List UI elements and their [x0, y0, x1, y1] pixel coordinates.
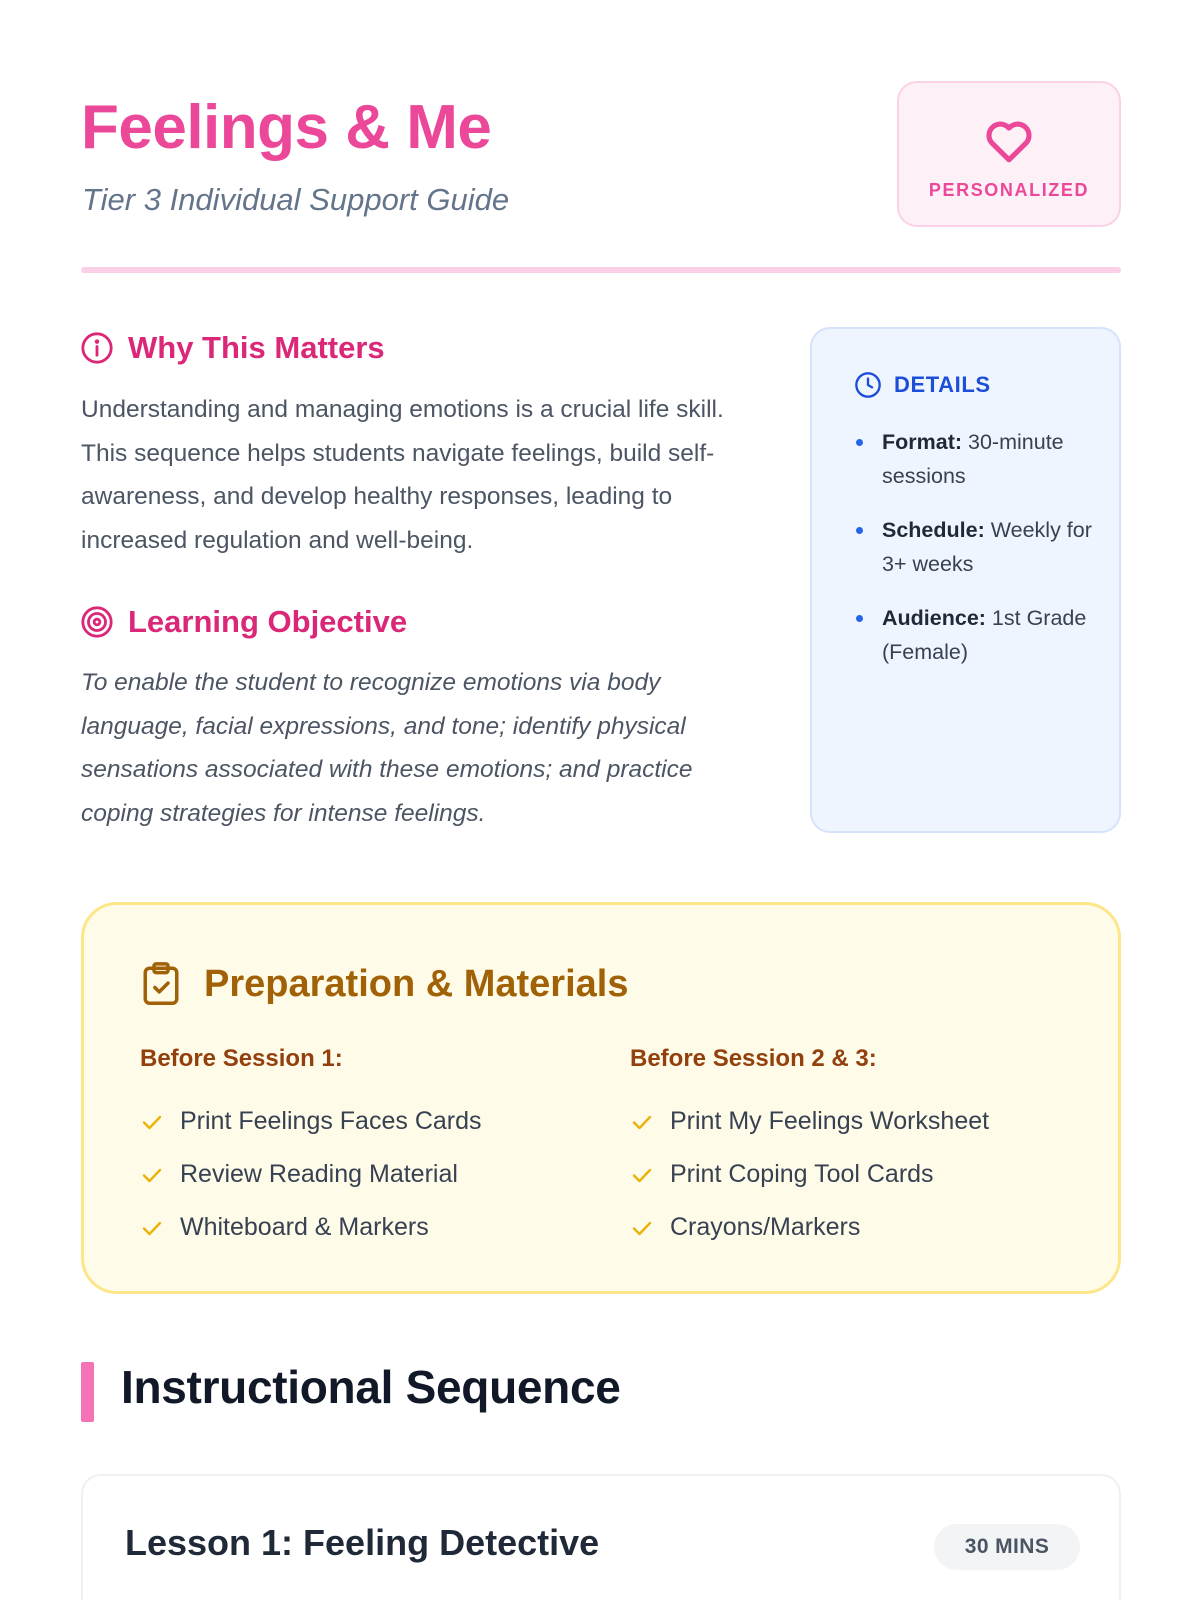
preparation-heading — [140, 961, 628, 1007]
details-list — [854, 425, 1099, 669]
objective-heading-text: Learning Objective — [128, 604, 408, 639]
objective-body: To enable the student to recognize emotions via body language, facial expressions, and tone; identify physical sensations associated with these emotions; and practice coping strategies for intense feelings. — [81, 669, 693, 827]
details-label: Format: — [882, 430, 963, 454]
details-item-schedule — [854, 513, 1099, 581]
checklist-item — [630, 1201, 1080, 1254]
prep-column-heading: Before Session 2 & 3: — [630, 1045, 877, 1072]
section-accent-bar — [81, 1362, 94, 1422]
check-icon — [140, 1163, 164, 1187]
details-value: 1st Grade (Female) — [882, 606, 1087, 664]
lesson-title: Lesson 1: Feeling Detective — [125, 1522, 600, 1563]
check-icon — [630, 1110, 654, 1134]
info-icon — [80, 331, 114, 365]
check-icon — [140, 1216, 164, 1240]
details-label: Audience: — [882, 606, 986, 630]
checklist-item — [140, 1148, 590, 1201]
objective-heading — [80, 604, 407, 640]
checklist-item-label: Print Coping Tool Cards — [670, 1160, 934, 1188]
check-icon — [140, 1110, 164, 1134]
checklist-item — [630, 1148, 1080, 1201]
checklist-item-label: Whiteboard & Markers — [180, 1213, 429, 1241]
details-card — [810, 327, 1121, 833]
prep-checklist — [630, 1095, 1080, 1254]
checklist-item-label: Print My Feelings Worksheet — [670, 1107, 990, 1135]
checklist-item-label: Crayons/Markers — [670, 1213, 861, 1241]
checklist-item-label: Review Reading Material — [180, 1160, 458, 1188]
details-item-audience — [854, 601, 1099, 669]
page-subtitle: Tier 3 Individual Support Guide — [82, 182, 510, 217]
checklist-item — [630, 1095, 1080, 1148]
duration-badge: 30 MINS — [934, 1524, 1080, 1570]
details-label: Schedule: — [882, 518, 985, 542]
prep-column-session-1 — [140, 1045, 590, 1254]
sequence-heading: Instructional Sequence — [121, 1361, 621, 1413]
clipboard-check-icon — [140, 961, 182, 1007]
prep-column-heading: Before Session 1: — [140, 1045, 343, 1072]
checklist-item — [140, 1201, 590, 1254]
details-item-format — [854, 425, 1099, 493]
details-heading-text: DETAILS — [894, 372, 991, 397]
lesson-card — [81, 1474, 1121, 1600]
preparation-card — [81, 902, 1121, 1294]
why-heading — [80, 330, 385, 366]
prep-checklist — [140, 1095, 590, 1254]
page-title: Feelings & Me — [81, 93, 492, 162]
preparation-heading-text: Preparation & Materials — [204, 962, 629, 1005]
why-heading-text: Why This Matters — [128, 330, 385, 365]
badge-label: PERSONALIZED — [928, 179, 1090, 200]
header-divider — [81, 267, 1121, 273]
target-icon — [80, 605, 114, 639]
personalized-badge — [897, 81, 1121, 227]
details-value: Weekly for 3+ weeks — [882, 518, 1092, 576]
check-icon — [630, 1163, 654, 1187]
heart-icon — [981, 112, 1037, 168]
checklist-item-label: Print Feelings Faces Cards — [180, 1107, 482, 1135]
prep-column-session-2-3 — [630, 1045, 1080, 1254]
clock-icon — [854, 371, 882, 399]
why-body: Understanding and managing emotions is a crucial life skill. This sequence helps students navigate feelings, build self-awareness, and develop healthy responses, leading to increased regulation and well-being. — [81, 396, 724, 554]
details-heading — [854, 371, 1099, 399]
check-icon — [630, 1216, 654, 1240]
checklist-item — [140, 1095, 590, 1148]
details-value: 30-minute sessions — [882, 430, 1064, 488]
